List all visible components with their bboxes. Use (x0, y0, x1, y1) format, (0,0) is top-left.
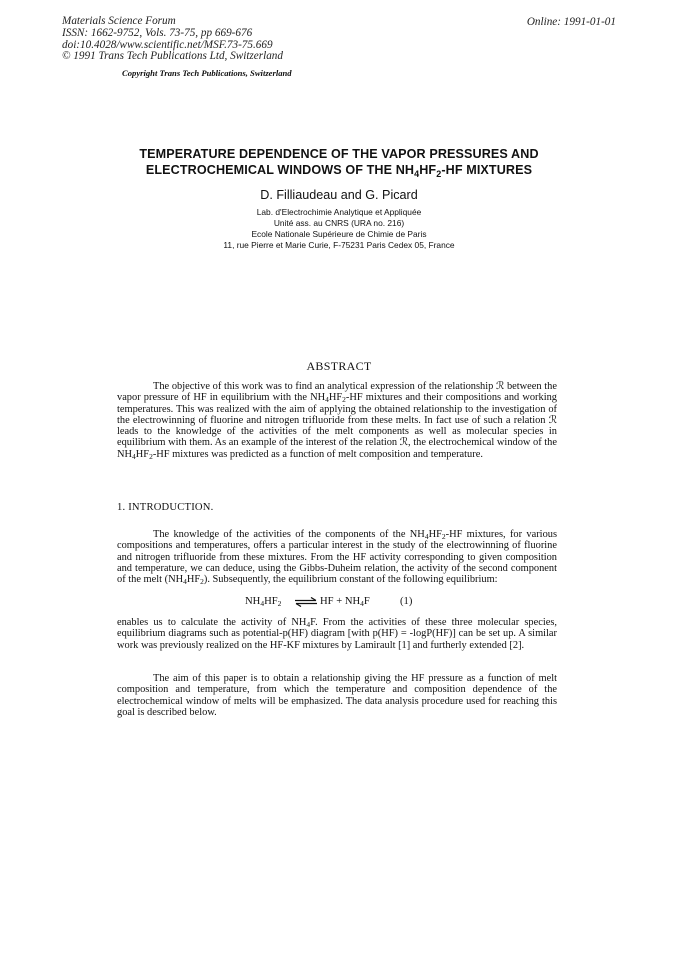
affiliation-line: 11, rue Pierre et Marie Curie, F-75231 Paris Cedex 05, France (223, 240, 455, 250)
equation-lhs: $NH_4HF_2$ (245, 596, 282, 608)
copyright-notice: Copyright Trans Tech Publications, Switzerland (122, 68, 292, 78)
title-line-1: TEMPERATURE DEPENDENCE OF THE VAPOR PRESSURES AND (139, 147, 539, 161)
equilibrium-arrow-icon (294, 597, 318, 607)
online-date: Online: 1991-01-01 (526, 16, 616, 28)
affiliation (110, 207, 568, 251)
affiliation-line: Lab. d'Electrochimie Analytique et Appliquée (256, 207, 422, 217)
abstract-text: The objective of this work was to find an analytical expression of the relationship ℛ between the vapor pressure of HF in equilibrium with the $NH_4HF_2-HF$ mixtures and their compositions and working temperatures. This was realized with the aim of applying the obtained relationship to the investigation of the electrowinning of fluorine and nitrogen trifluoride from these melts. In fact use of such a relation ℛ leads to the knowledge of the activities of the melt components as well as molecular species in equilibrium with them. As an example of the interest of the relation ℛ, the electrochemical window of the $NH_4HF_2-HF$ mixtures was predicted as a function of melt composition and temperature. (117, 381, 557, 461)
rights-line: © 1991 Trans Tech Publications Ltd, Switzerland (62, 50, 283, 63)
title-line-2: ELECTROCHEMICAL WINDOWS OF THE $NH_4HF_2-HF$ MIXTURES (145, 163, 533, 179)
section-heading-introduction: 1. INTRODUCTION. (117, 502, 214, 513)
abstract-heading: ABSTRACT (306, 359, 372, 373)
journal-name: Materials Science Forum (62, 15, 176, 27)
equation-number: (1) (400, 596, 413, 607)
intro-paragraph-1: The knowledge of the activities of the components of the $NH_4HF_2-HF$ mixtures, for various compositions and temperatures, offers a particular interest in the study of the electrowinning of fluorine and nitrogen trifluoride from these mixtures. From the HF activity corresponding to given composition and temperature, we can deduce, using the Gibbs-Duheim relation, the activity of the second component of the melt $(NH_4HF_2)$. Subsequently, the equilibrium constant of the following equilibrium: (117, 529, 558, 587)
affiliation-line: Ecole Nationale Supérieure de Chimie de Paris (251, 229, 427, 239)
issn-line: ISSN: 1662-9752, Vols. 73-75, pp 669-676 (62, 26, 253, 39)
equation-rhs: HF + $NH_4F$ (320, 596, 370, 608)
affiliation-line: Unité ass. au CNRS (URA no. 216) (273, 218, 405, 228)
doi-line: doi:10.4028/www.scientific.net/MSF.73-75.669 (62, 38, 273, 51)
paper-title (110, 146, 568, 178)
intro-paragraph-3: The aim of this paper is to obtain a relationship giving the HF pressure as a function of melt composition and temperature, from which the temperature and composition dependence of the electrochemical window of melts will be emphasized. The data analysis procedure used for reaching this goal is described below. (117, 673, 557, 718)
intro-paragraph-2: enables us to calculate the activity of $NH_4F$. From the activities of these three molecular species, equilibrium diagrams such as potential-p(HF) diagram [with p(HF) = -logP(HF)] can be set up. A similar work was previously realized on the HF-KF mixtures by Lamirault [1] and furtherly extended [2]. (117, 617, 557, 651)
authors: D. Filliaudeau and G. Picard (260, 188, 418, 202)
journal-metadata (62, 16, 283, 63)
